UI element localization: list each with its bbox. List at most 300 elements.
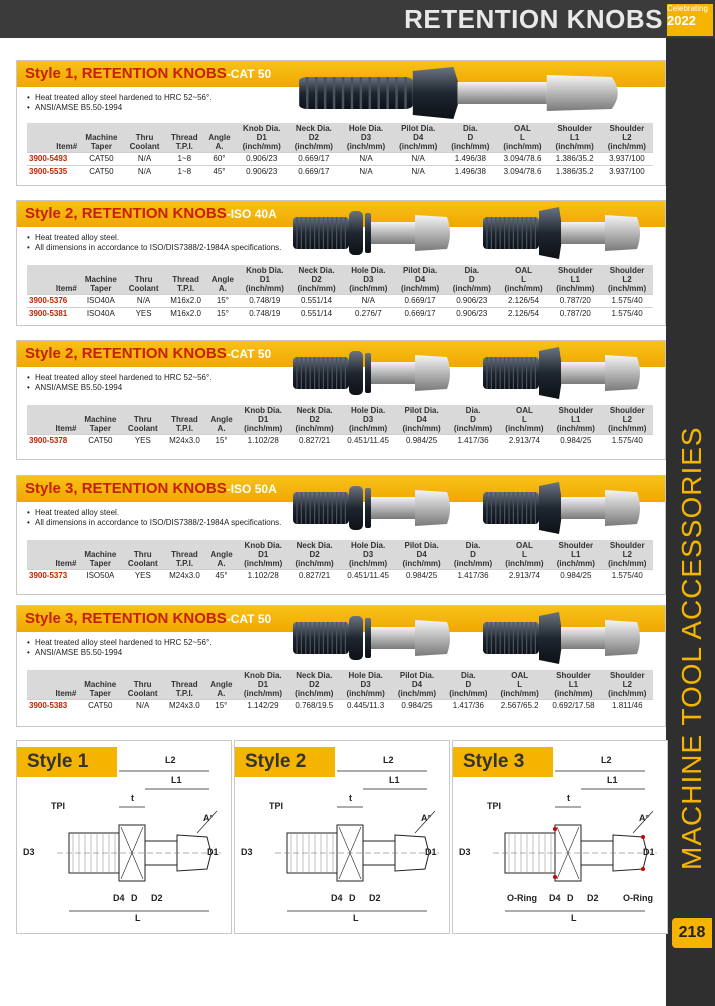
table-cell: M24x3.0: [163, 570, 205, 583]
item-number: 3900-5535: [27, 166, 79, 179]
column-header: [447, 405, 498, 435]
column-header-line: (inch/mm): [346, 142, 386, 151]
column-header-line: Pilot Dia.: [404, 406, 439, 415]
section-main-title: RETENTION KNOBS: [81, 65, 227, 82]
column-header: [27, 540, 78, 570]
item-number: 3900-5373: [27, 570, 78, 583]
table-cell: 0.827/21: [289, 435, 340, 448]
column-header-line: D3: [360, 133, 372, 142]
diagram-label-d2: D2: [151, 893, 163, 903]
table-cell: 1.417/36: [443, 700, 494, 713]
table-cell: 1.386/35.2: [549, 166, 601, 179]
column-header-line: (inch/mm): [242, 142, 281, 151]
product-section: [16, 60, 666, 186]
spec-table-header: [27, 123, 653, 153]
table-cell: 0.451/11.45: [340, 435, 396, 448]
table-cell: CAT50: [79, 153, 123, 166]
diagram-label-angle: A°: [203, 813, 214, 823]
column-header-line: Dia.: [465, 406, 481, 415]
column-header-line: D: [468, 275, 475, 284]
column-header-line: (inch/mm): [504, 284, 543, 293]
retention-knob-image: [477, 608, 647, 668]
column-header-line: Item#: [56, 142, 78, 151]
column-header-line: [80, 406, 120, 415]
column-header-line: [29, 680, 76, 689]
spec-table-header: [27, 265, 653, 295]
spec-table-body: [27, 295, 653, 321]
column-header-line: [81, 266, 121, 275]
column-header-line: (inch/mm): [295, 689, 334, 698]
column-header-line: D: [467, 133, 474, 142]
column-header: [78, 670, 122, 700]
column-header-line: [125, 266, 162, 275]
column-header: [122, 405, 163, 435]
column-header-line: Shoulder: [609, 541, 645, 550]
column-header-line: (inch/mm): [555, 142, 594, 151]
table-cell: N/A: [124, 153, 166, 166]
column-header: [496, 123, 548, 153]
column-header: [236, 123, 288, 153]
column-header-line: T.P.I.: [175, 424, 194, 433]
column-header-line: [208, 541, 236, 550]
column-header-line: Thru: [133, 550, 152, 559]
table-cell: 45°: [206, 570, 238, 583]
column-header-line: D4: [416, 550, 427, 559]
column-header-line: D1: [257, 680, 269, 689]
column-header: [122, 670, 163, 700]
spec-table: [27, 405, 653, 447]
column-header-line: D1: [258, 415, 269, 424]
table-cell: CAT50: [79, 166, 123, 179]
column-header-line: D4: [411, 680, 423, 689]
table-cell: N/A: [340, 153, 392, 166]
column-header-line: D2: [309, 680, 320, 689]
column-header: [340, 670, 391, 700]
table-cell: CAT50: [78, 435, 122, 448]
column-header: [164, 265, 207, 295]
column-header-line: Hole Dia.: [348, 124, 384, 133]
column-header-line: D: [470, 550, 476, 559]
column-header-line: Shoulder: [609, 266, 645, 275]
column-header: [124, 123, 166, 153]
table-cell: 3.094/78.6: [496, 153, 548, 166]
column-header: [394, 265, 446, 295]
table-cell: M24x3.0: [163, 700, 205, 713]
spec-table: [27, 670, 653, 712]
table-cell: 0.748/19: [239, 308, 291, 321]
column-header-line: Taper: [90, 142, 113, 151]
column-header-line: D3: [360, 680, 371, 689]
table-cell: 0.984/25: [550, 435, 601, 448]
spec-table-body: [27, 700, 653, 713]
section-subtitle: -ISO 40A: [226, 207, 277, 221]
column-header-line: (inch/mm): [297, 284, 336, 293]
column-header-line: [29, 266, 77, 275]
column-header: [340, 540, 396, 570]
column-header: [78, 405, 122, 435]
column-header-line: Hole Dia.: [351, 541, 386, 550]
column-header-line: L1: [571, 415, 581, 424]
column-header-line: Knob Dia.: [244, 541, 282, 550]
feature-bullets: [27, 638, 287, 658]
table-cell: M16x2.0: [164, 295, 207, 308]
column-header-line: [124, 406, 161, 415]
column-header-line: D: [465, 680, 472, 689]
section-style: Style 2,: [25, 205, 78, 222]
column-header-line: (inch/mm): [349, 284, 388, 293]
feature-bullet: • Heat treated alloy steel hardened to HRC 52~56°.: [27, 93, 287, 103]
column-header-line: D1: [256, 133, 267, 142]
diagram-label-t: t: [349, 793, 352, 803]
table-cell: 0.669/17: [394, 295, 446, 308]
column-header-line: Dia.: [463, 124, 478, 133]
section-style: Style 3,: [25, 480, 78, 497]
dimension-diagram: [16, 740, 232, 934]
column-header: [79, 123, 123, 153]
table-cell: 1~8: [165, 166, 203, 179]
column-header: [391, 670, 442, 700]
column-header-line: Shoulder: [556, 671, 591, 680]
column-header-line: Pilot Dia.: [404, 541, 439, 550]
column-header-line: (inch/mm): [503, 142, 542, 151]
diagram-label-l1: L1: [171, 775, 182, 785]
table-cell: 3.937/100: [601, 166, 653, 179]
column-header-line: Coolant: [127, 424, 158, 433]
column-header-line: L2: [622, 415, 632, 424]
column-header: [545, 670, 601, 700]
section-title: [25, 480, 277, 497]
column-header-line: (inch/mm): [244, 559, 283, 568]
column-header-line: OAL: [511, 671, 529, 680]
diagram-label-d: D: [131, 893, 138, 903]
column-header-line: Coolant: [129, 142, 160, 151]
section-title: [25, 610, 271, 627]
diagram-label-tpi: TPI: [51, 801, 66, 811]
diagram-label-angle: A°: [639, 813, 650, 823]
column-header-line: [29, 275, 77, 284]
section-style: Style 3,: [25, 610, 78, 627]
column-header-line: (inch/mm): [295, 559, 334, 568]
diagram-label-l1: L1: [389, 775, 400, 785]
column-header-line: Dia.: [464, 266, 480, 275]
table-cell: M24x3.0: [163, 435, 205, 448]
column-header: [499, 540, 550, 570]
table-cell: 0.984/25: [396, 570, 447, 583]
feature-bullets: [27, 508, 287, 528]
section-subtitle: -CAT 50: [226, 612, 272, 626]
table-row: [27, 308, 653, 321]
feature-bullets: [27, 233, 287, 253]
column-header-line: L2: [622, 275, 632, 284]
column-header-line: Dia.: [465, 541, 481, 550]
column-header-line: [207, 671, 235, 680]
diagram-label-d: D: [349, 893, 356, 903]
column-header-line: (inch/mm): [399, 142, 438, 151]
column-header-line: (inch/mm): [397, 689, 437, 698]
column-header-line: A.: [215, 142, 224, 151]
diagram-label-oring-2: O-Ring: [623, 893, 653, 903]
table-cell: 15°: [206, 435, 238, 448]
column-header-line: Shoulder: [609, 406, 645, 415]
column-header-line: [165, 671, 203, 680]
column-header-line: (inch/mm): [453, 424, 493, 433]
table-cell: 0.787/20: [549, 295, 601, 308]
table-cell: 0.669/17: [394, 308, 446, 321]
column-header-line: Neck Dia.: [296, 671, 333, 680]
column-header-line: L: [520, 133, 525, 142]
column-header-line: [167, 124, 201, 133]
diagram-label-l2: L2: [601, 755, 612, 765]
column-header: [447, 540, 498, 570]
diagram-drawing: [453, 741, 667, 933]
feature-bullet: • Heat treated alloy steel.: [27, 233, 287, 243]
column-header-line: [126, 124, 164, 133]
table-cell: 0.827/21: [289, 570, 340, 583]
diagram-label-tpi: TPI: [269, 801, 284, 811]
column-header-line: Item#: [55, 284, 77, 293]
table-cell: 15°: [207, 295, 239, 308]
column-header-line: Angle: [210, 550, 233, 559]
column-header-line: OAL: [515, 541, 533, 550]
diagram-label-d: D: [567, 893, 574, 903]
column-header-line: Neck Dia.: [298, 266, 335, 275]
section-title: [25, 65, 271, 82]
column-header-line: (inch/mm): [453, 559, 493, 568]
table-cell: 0.906/23: [446, 308, 498, 321]
table-row: [27, 153, 653, 166]
table-cell: 0.692/17.58: [545, 700, 601, 713]
table-cell: 15°: [205, 700, 237, 713]
column-header-line: L1: [570, 275, 580, 284]
column-header-line: A.: [217, 424, 226, 433]
column-header-line: Pilot Dia.: [399, 671, 435, 680]
column-header: [163, 405, 205, 435]
table-cell: 0.445/11.3: [340, 700, 391, 713]
item-number: 3900-5378: [27, 435, 78, 448]
table-cell: 0.551/14: [291, 295, 343, 308]
side-category-label: MACHINE TOOL ACCESSORIES: [676, 426, 707, 870]
column-header-line: (inch/mm): [349, 559, 388, 568]
column-header: [289, 405, 340, 435]
table-cell: 45°: [203, 166, 235, 179]
table-cell: 2.567/65.2: [494, 700, 545, 713]
column-header-line: Shoulder: [558, 541, 594, 550]
column-header-line: D3: [363, 550, 374, 559]
spec-table: [27, 540, 653, 582]
column-header-line: Angle: [211, 275, 234, 284]
column-header-line: Shoulder: [558, 406, 594, 415]
column-header: [205, 670, 237, 700]
column-header-line: (inch/mm): [244, 424, 283, 433]
spec-header-row: [27, 123, 653, 153]
column-header-line: Item#: [55, 424, 77, 433]
column-header-line: L2: [622, 550, 632, 559]
diagram-label-tpi: TPI: [487, 801, 502, 811]
column-header-line: T.P.I.: [175, 559, 194, 568]
column-header: [550, 540, 601, 570]
column-header-line: A.: [218, 284, 227, 293]
column-header: [291, 265, 343, 295]
column-header: [163, 540, 205, 570]
column-header-line: (inch/mm): [245, 284, 284, 293]
table-cell: 1.575/40: [601, 308, 653, 321]
column-header-line: D4: [414, 275, 426, 284]
retention-knob-image: [477, 343, 647, 403]
item-number: 3900-5493: [27, 153, 79, 166]
column-header: [342, 265, 394, 295]
column-header-line: L: [521, 275, 526, 284]
table-cell: 0.787/20: [549, 308, 601, 321]
table-cell: 1.575/40: [602, 570, 653, 583]
column-header-line: [166, 266, 205, 275]
diagram-label-l2: L2: [165, 755, 176, 765]
table-cell: 0.906/23: [236, 166, 288, 179]
table-cell: YES: [122, 570, 163, 583]
column-header: [165, 123, 203, 153]
column-header-line: Thread: [170, 133, 198, 142]
column-header-line: [29, 124, 77, 133]
feature-bullet: • ANSI/AMSE B5.50-1994: [27, 103, 287, 113]
table-cell: 0.669/17: [288, 166, 340, 179]
column-header-line: [29, 133, 77, 142]
column-header-line: [80, 671, 120, 680]
column-header: [203, 123, 235, 153]
table-cell: N/A: [124, 166, 166, 179]
table-cell: N/A: [392, 153, 444, 166]
section-subtitle: -ISO 50A: [226, 482, 277, 496]
column-header: [602, 670, 653, 700]
column-header: [289, 540, 340, 570]
spec-table: [27, 123, 653, 178]
section-title: [25, 345, 271, 362]
column-header-line: OAL: [515, 266, 532, 275]
section-main-title: RETENTION KNOBS: [81, 205, 227, 222]
column-header-line: Thru: [134, 275, 153, 284]
column-header-line: Machine: [84, 550, 117, 559]
column-header-line: [81, 124, 121, 133]
spec-table-header: [27, 540, 653, 570]
column-header: [239, 265, 291, 295]
column-header-line: Thru: [135, 133, 154, 142]
column-header-line: [124, 541, 161, 550]
feature-bullet: • Heat treated alloy steel.: [27, 508, 287, 518]
diagram-label-d1: D1: [425, 847, 437, 857]
table-row: [27, 295, 653, 308]
column-header-line: L1: [571, 550, 581, 559]
column-header-line: Angle: [210, 415, 233, 424]
table-cell: 60°: [203, 153, 235, 166]
table-cell: 0.451/11.45: [340, 570, 396, 583]
column-header: [123, 265, 164, 295]
column-header-line: (inch/mm): [500, 689, 539, 698]
column-header-line: Knob Dia.: [243, 124, 281, 133]
column-header-line: (inch/mm): [295, 424, 334, 433]
table-cell: 2.126/54: [498, 295, 550, 308]
section-main-title: RETENTION KNOBS: [81, 345, 227, 362]
spec-header-row: [27, 540, 653, 570]
column-header: [27, 265, 79, 295]
column-header-line: L: [517, 680, 523, 689]
column-header: [550, 405, 601, 435]
diagram-label-d3: D3: [459, 847, 471, 857]
column-header-line: T.P.I.: [176, 284, 195, 293]
dimension-diagrams: [16, 740, 664, 932]
column-header: [396, 540, 447, 570]
table-cell: 15°: [207, 308, 239, 321]
column-header-line: (inch/mm): [452, 284, 491, 293]
column-header-line: Taper: [89, 559, 111, 568]
column-header-line: L2: [622, 133, 632, 142]
column-header-line: Pilot Dia.: [402, 266, 438, 275]
column-header: [443, 670, 494, 700]
column-header-line: Shoulder: [609, 124, 645, 133]
column-header: [237, 670, 288, 700]
column-header-line: Hole Dia.: [348, 671, 383, 680]
product-section: [16, 340, 666, 460]
column-header-line: D2: [309, 415, 320, 424]
column-header-line: Thread: [171, 415, 198, 424]
column-header-line: [165, 541, 203, 550]
column-header-line: (inch/mm): [243, 689, 283, 698]
badge-top-text: Celebrating: [667, 4, 708, 13]
column-header: [288, 123, 340, 153]
table-cell: ISO40A: [79, 295, 123, 308]
section-subtitle: -CAT 50: [226, 67, 272, 81]
section-title: [25, 205, 277, 222]
diagram-label-l: L: [353, 913, 359, 923]
column-header-line: Shoulder: [557, 266, 593, 275]
column-header: [340, 123, 392, 153]
column-header-line: [29, 541, 76, 550]
table-row: [27, 166, 653, 179]
retention-knob-image: [287, 63, 632, 123]
diagram-drawing: [235, 741, 449, 933]
diagram-style-label: Style 1: [17, 747, 117, 777]
column-header: [163, 670, 205, 700]
diagram-label-d3: D3: [23, 847, 35, 857]
table-cell: 3.937/100: [601, 153, 653, 166]
table-cell: 2.913/74: [499, 435, 550, 448]
table-cell: N/A: [342, 295, 394, 308]
column-header-line: Thread: [172, 275, 199, 284]
table-row: [27, 570, 653, 583]
table-row: [27, 435, 653, 448]
column-header-line: Neck Dia.: [296, 406, 333, 415]
column-header-line: D: [470, 415, 476, 424]
column-header-line: Coolant: [127, 689, 158, 698]
diagram-label-d1: D1: [207, 847, 219, 857]
column-header-line: L1: [569, 133, 580, 142]
feature-bullets: [27, 93, 287, 113]
column-header-line: D4: [413, 133, 424, 142]
column-header: [340, 405, 396, 435]
column-header-line: (inch/mm): [294, 142, 333, 151]
column-header-line: (inch/mm): [608, 424, 647, 433]
spec-header-row: [27, 405, 653, 435]
column-header-line: [208, 406, 236, 415]
diagram-label-d2: D2: [587, 893, 599, 903]
column-header-line: Knob Dia.: [244, 671, 282, 680]
table-cell: 0.984/25: [396, 435, 447, 448]
diagram-drawing: [17, 741, 231, 933]
column-header-line: Thread: [170, 680, 198, 689]
feature-bullet: • All dimensions in accordance to ISO/DIS7388/2-1984A specifications.: [27, 518, 287, 528]
table-cell: N/A: [122, 700, 163, 713]
column-header-line: (inch/mm): [556, 424, 595, 433]
column-header: [396, 405, 447, 435]
retention-knob-image: [287, 203, 457, 263]
column-header-line: A.: [217, 559, 226, 568]
